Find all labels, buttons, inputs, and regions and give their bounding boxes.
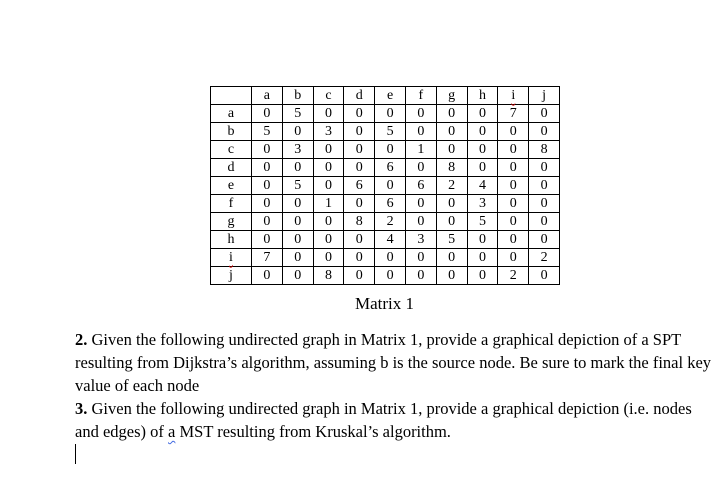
matrix-column-header-i	[498, 87, 529, 105]
question-3-text-start: Given the following undirected graph in Matrix 1, provide a graphical depiction (i.e. nodes and edges) of	[75, 399, 692, 441]
matrix-cell: 0	[313, 105, 344, 123]
matrix-cell: 0	[529, 267, 560, 285]
matrix-cell: 0	[405, 123, 436, 141]
matrix-column-header-g: g	[436, 87, 467, 105]
matrix-cell: 0	[282, 231, 313, 249]
matrix-column-header-h: h	[467, 87, 498, 105]
matrix-cell: 0	[344, 195, 375, 213]
matrix-cell: 3	[282, 141, 313, 159]
matrix-column-header-b: b	[282, 87, 313, 105]
spellcheck-flagged-label[interactable]: i	[511, 87, 516, 103]
matrix-cell: 2	[375, 213, 406, 231]
matrix-header-row	[211, 87, 560, 105]
matrix-cell: 0	[344, 231, 375, 249]
matrix-cell: 0	[498, 177, 529, 195]
matrix-cell: 0	[282, 159, 313, 177]
question-3-text-end: MST resulting from Kruskal’s algorithm.	[175, 422, 451, 441]
matrix-row-header-c: c	[211, 141, 252, 159]
matrix-cell: 0	[313, 177, 344, 195]
matrix-row-header-j: j	[211, 267, 252, 285]
matrix-cell: 3	[313, 123, 344, 141]
matrix-cell: 0	[498, 213, 529, 231]
matrix-column-header-a: a	[252, 87, 283, 105]
matrix-cell: 0	[282, 195, 313, 213]
matrix-cell: 1	[405, 141, 436, 159]
matrix-cell: 0	[282, 123, 313, 141]
matrix-row-j	[211, 267, 560, 285]
matrix-cell: 0	[436, 123, 467, 141]
matrix-cell: 5	[375, 123, 406, 141]
matrix-cell: 0	[282, 213, 313, 231]
matrix-cell: 0	[252, 231, 283, 249]
matrix-cell: 0	[467, 105, 498, 123]
matrix-cell: 0	[529, 213, 560, 231]
matrix-cell: 0	[375, 105, 406, 123]
matrix-cell: 0	[467, 231, 498, 249]
matrix-row-header-d: d	[211, 159, 252, 177]
matrix-cell: 2	[436, 177, 467, 195]
matrix-cell: 0	[282, 249, 313, 267]
matrix-cell: 0	[405, 267, 436, 285]
question-2-number: 2.	[75, 330, 88, 349]
matrix-cell: 0	[405, 213, 436, 231]
matrix-row-header-a: a	[211, 105, 252, 123]
matrix-row-header-b: b	[211, 123, 252, 141]
matrix-cell: 2	[498, 267, 529, 285]
matrix-row-b	[211, 123, 560, 141]
matrix-cell: 0	[252, 267, 283, 285]
matrix-cell: 6	[375, 195, 406, 213]
matrix-cell: 3	[405, 231, 436, 249]
matrix-cell: 6	[344, 177, 375, 195]
matrix-column-header-d: d	[344, 87, 375, 105]
matrix-cell: 8	[344, 213, 375, 231]
matrix-row-i	[211, 249, 560, 267]
matrix-cell: 0	[344, 267, 375, 285]
matrix-column-header-f: f	[405, 87, 436, 105]
matrix-cell: 0	[529, 195, 560, 213]
matrix-cell: 8	[529, 141, 560, 159]
matrix-row-f	[211, 195, 560, 213]
matrix-cell: 0	[313, 213, 344, 231]
question-3-number: 3.	[75, 399, 88, 418]
matrix-cell: 0	[467, 267, 498, 285]
matrix-cell: 0	[436, 213, 467, 231]
matrix-cell: 3	[467, 195, 498, 213]
matrix-cell: 6	[405, 177, 436, 195]
matrix-cell: 0	[436, 105, 467, 123]
matrix-column-header-c: c	[313, 87, 344, 105]
matrix-row-c	[211, 141, 560, 159]
matrix-cell: 0	[313, 141, 344, 159]
matrix-cell: 0	[252, 141, 283, 159]
spellcheck-flagged-label[interactable]: i	[229, 249, 233, 265]
matrix-cell: 0	[467, 141, 498, 159]
matrix-cell: 7	[252, 249, 283, 267]
matrix-cell: 5	[252, 123, 283, 141]
matrix-cell: 5	[282, 105, 313, 123]
matrix-cell: 0	[436, 141, 467, 159]
matrix-cell: 4	[467, 177, 498, 195]
text-cursor	[75, 444, 76, 464]
matrix-cell: 0	[498, 231, 529, 249]
matrix-cell: 0	[405, 195, 436, 213]
matrix-cell: 0	[498, 141, 529, 159]
matrix-cell: 0	[467, 159, 498, 177]
matrix-cell: 0	[498, 195, 529, 213]
matrix-cell: 0	[252, 195, 283, 213]
matrix-cell: 4	[375, 231, 406, 249]
matrix-cell: 0	[436, 249, 467, 267]
matrix-cell: 8	[313, 267, 344, 285]
matrix-cell: 0	[282, 267, 313, 285]
matrix-cell: 0	[529, 231, 560, 249]
matrix-cell: 0	[252, 213, 283, 231]
matrix-cell: 6	[375, 159, 406, 177]
matrix-cell: 0	[313, 249, 344, 267]
matrix-cell: 8	[436, 159, 467, 177]
matrix-row-header-e: e	[211, 177, 252, 195]
matrix-cell: 0	[498, 159, 529, 177]
matrix-cell: 5	[467, 213, 498, 231]
matrix-cell: 0	[375, 249, 406, 267]
matrix-cell: 0	[313, 231, 344, 249]
matrix-cell: 5	[282, 177, 313, 195]
matrix-cell: 0	[344, 159, 375, 177]
matrix-cell: 5	[436, 231, 467, 249]
question-2-text: Given the following undirected graph in Matrix 1, provide a graphical depiction of a SPT resulting from Dijkstra’s algorithm, assuming b is the source node. Be sure to mark the final key value of each node	[75, 330, 712, 395]
matrix-column-header-e: e	[375, 87, 406, 105]
matrix-cell: 0	[405, 159, 436, 177]
matrix-cell: 0	[436, 195, 467, 213]
matrix-row-a	[211, 105, 560, 123]
grammar-flagged-word[interactable]: a	[168, 422, 176, 441]
matrix-row-d	[211, 159, 560, 177]
matrix-cell: 0	[344, 105, 375, 123]
matrix-corner-cell	[211, 87, 252, 105]
matrix-cell: 2	[529, 249, 560, 267]
matrix-cell: 0	[375, 141, 406, 159]
matrix-cell: 0	[344, 141, 375, 159]
matrix-cell: 0	[344, 249, 375, 267]
matrix-cell: 0	[375, 267, 406, 285]
matrix-cell: 0	[498, 123, 529, 141]
matrix-row-header-g: g	[211, 213, 252, 231]
matrix-row-g	[211, 213, 560, 231]
matrix-column-header-j: j	[529, 87, 560, 105]
questions-text[interactable]	[75, 328, 715, 443]
matrix-row-header-i	[211, 249, 252, 267]
matrix-row-e	[211, 177, 560, 195]
matrix-cell: 0	[375, 177, 406, 195]
matrix-caption: Matrix 1	[355, 294, 415, 313]
matrix-cell: 0	[467, 249, 498, 267]
matrix-cell: 0	[252, 177, 283, 195]
adjacency-matrix-table	[210, 86, 560, 285]
matrix-row-header-h: h	[211, 231, 252, 249]
matrix-cell: 0	[252, 105, 283, 123]
matrix-row-h	[211, 231, 560, 249]
matrix-cell: 0	[344, 123, 375, 141]
matrix-cell: 0	[467, 123, 498, 141]
matrix-cell: 0	[436, 267, 467, 285]
matrix-cell: 0	[529, 123, 560, 141]
matrix-cell: 0	[529, 105, 560, 123]
matrix-cell: 7	[498, 105, 529, 123]
matrix-cell: 1	[313, 195, 344, 213]
matrix-cell: 0	[405, 105, 436, 123]
matrix-cell: 0	[498, 249, 529, 267]
matrix-row-header-f: f	[211, 195, 252, 213]
matrix-cell: 0	[529, 159, 560, 177]
matrix-cell: 0	[405, 249, 436, 267]
matrix-cell: 0	[313, 159, 344, 177]
question-3[interactable]	[75, 397, 715, 443]
matrix-body	[211, 87, 560, 285]
matrix-cell: 0	[252, 159, 283, 177]
matrix-cell: 0	[529, 177, 560, 195]
question-2[interactable]	[75, 328, 715, 397]
